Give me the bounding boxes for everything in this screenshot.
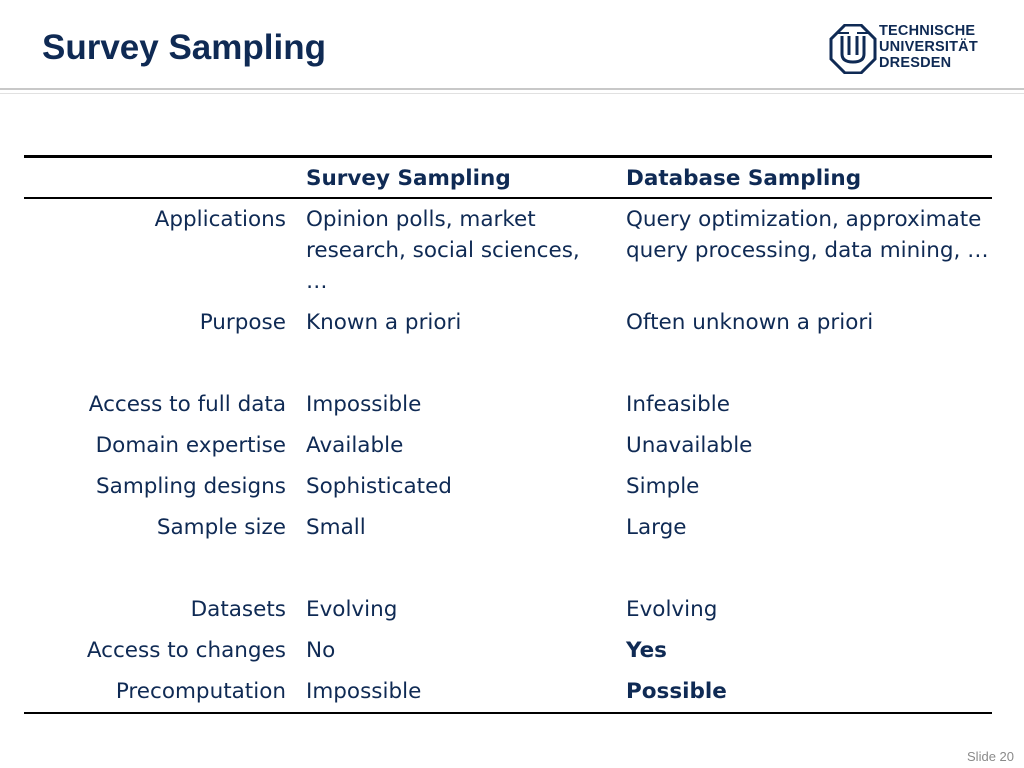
row-label: Access to changes [86, 638, 286, 663]
table-spacer-row [24, 343, 992, 384]
survey-cell: Evolving [306, 597, 398, 622]
survey-cell: Opinion polls, market research, social sciences, … [306, 207, 580, 294]
row-label: Sampling designs [96, 474, 286, 499]
header-divider [0, 88, 1024, 90]
table-row [24, 198, 992, 302]
logo-line-1: TECHNISCHE [879, 23, 976, 39]
row-label: Purpose [199, 310, 286, 335]
header-empty [24, 157, 306, 199]
survey-cell: Impossible [306, 392, 422, 417]
comparison-table [24, 155, 992, 714]
database-cell: Often unknown a priori [626, 310, 874, 335]
row-label: Sample size [156, 515, 286, 540]
survey-cell: Known a priori [306, 310, 462, 335]
row-label: Precomputation [115, 679, 286, 704]
logo-line-3: DRESDEN [879, 55, 952, 71]
survey-cell: Sophisticated [306, 474, 452, 499]
survey-cell: Available [306, 433, 404, 458]
logo-line-2: UNIVERSITÄT [879, 39, 978, 55]
tu-dresden-logo [829, 22, 999, 76]
row-label: Applications [154, 207, 286, 232]
table-row [24, 425, 992, 466]
slide-number: Slide 20 [967, 749, 1014, 764]
database-cell: Simple [626, 474, 700, 499]
header-database-sampling: Database Sampling [626, 166, 862, 191]
table-header-row [24, 157, 992, 199]
table-row [24, 630, 992, 671]
survey-cell: Impossible [306, 679, 422, 704]
row-label: Access to full data [88, 392, 286, 417]
table-row [24, 589, 992, 630]
database-cell: Evolving [626, 597, 718, 622]
row-label: Datasets [190, 597, 286, 622]
database-cell: Query optimization, approximate query processing, data mining, … [626, 207, 989, 263]
database-cell-emphasized: Yes [626, 638, 667, 663]
database-cell: Infeasible [626, 392, 730, 417]
table-row [24, 384, 992, 425]
survey-cell: Small [306, 515, 366, 540]
table-row [24, 507, 992, 548]
database-cell-emphasized: Possible [626, 679, 727, 704]
row-label: Domain expertise [95, 433, 286, 458]
table-row [24, 466, 992, 507]
header-divider-thin [0, 93, 1024, 94]
database-cell: Large [626, 515, 687, 540]
database-cell: Unavailable [626, 433, 753, 458]
survey-cell: No [306, 638, 336, 663]
header-survey-sampling: Survey Sampling [306, 166, 511, 191]
slide-title: Survey Sampling [42, 28, 326, 67]
table-spacer-row [24, 548, 992, 589]
logo-emblem-icon [829, 24, 877, 74]
comparison-table-container [24, 155, 992, 714]
table-row [24, 671, 992, 713]
table-row [24, 302, 992, 343]
